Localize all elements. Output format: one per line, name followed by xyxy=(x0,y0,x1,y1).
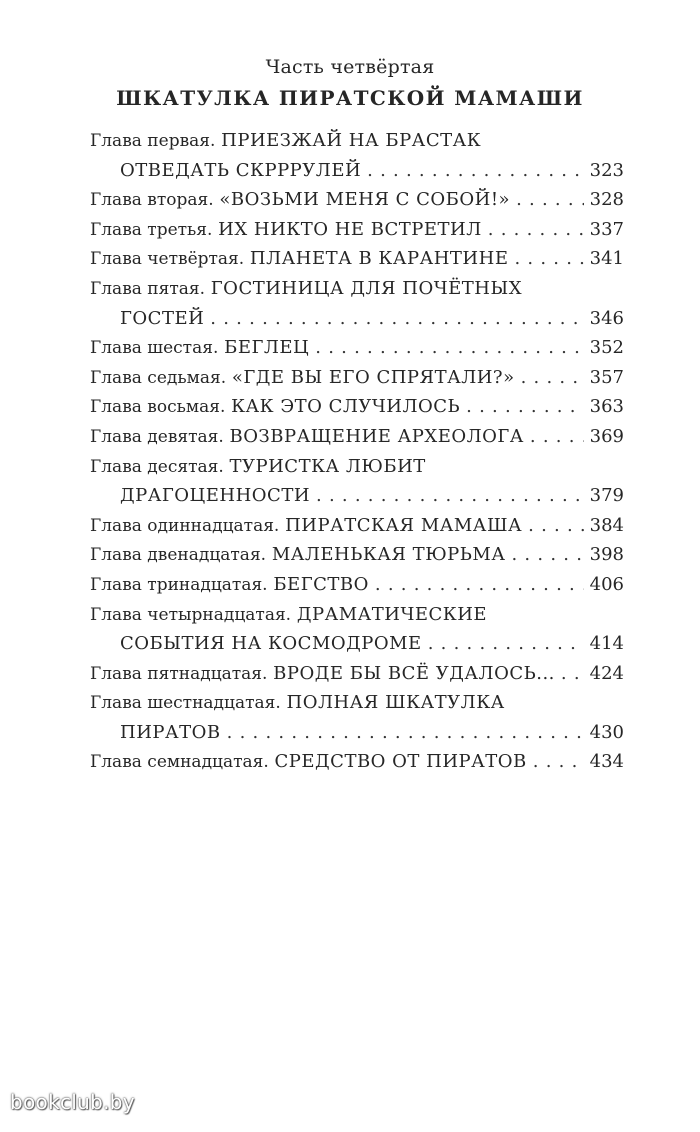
chapter-label: Глава семнадцатая. xyxy=(90,752,269,773)
chapter-title: ВОЗВРАЩЕНИЕ АРХЕОЛОГА xyxy=(229,425,524,447)
chapter-label: Глава первая. xyxy=(90,131,216,151)
toc-entry xyxy=(90,185,624,215)
chapter-label: Глава шестнадцатая. xyxy=(90,693,281,714)
toc-entry xyxy=(90,511,624,541)
dot-leader xyxy=(521,363,584,393)
toc-entry-text xyxy=(90,540,505,570)
chapter-label: Глава седьмая. xyxy=(90,367,227,388)
chapter-title: ПРИЕЗЖАЙ НА БРАСТАК xyxy=(221,130,482,151)
chapter-label: Глава десятая. xyxy=(90,456,224,477)
page-number: 424 xyxy=(589,662,624,684)
toc-entry xyxy=(90,688,624,747)
chapter-label: Глава тринадцатая. xyxy=(90,574,268,595)
chapter-label: Глава одиннадцатая. xyxy=(90,515,280,536)
page-number: 398 xyxy=(589,544,624,566)
table-of-contents xyxy=(90,126,624,777)
chapter-title: ПОЛНАЯ ШКАТУЛКА xyxy=(286,692,505,714)
toc-entry-text xyxy=(90,511,522,541)
toc-entry-text xyxy=(90,130,481,151)
toc-entry-text xyxy=(90,278,522,299)
dot-leader xyxy=(528,511,584,541)
dot-leader xyxy=(315,333,583,363)
page-number: 341 xyxy=(589,248,624,270)
toc-entry-text xyxy=(90,333,309,363)
dot-leader xyxy=(316,481,584,511)
chapter-title: ГОСТИНИЦА ДЛЯ ПОЧЁТНЫХ xyxy=(210,277,523,299)
toc-entry-text xyxy=(90,692,505,713)
chapter-title: ПИРАТОВ xyxy=(120,721,221,743)
dot-leader xyxy=(488,215,584,245)
toc-entry-line xyxy=(90,156,624,186)
toc-entry xyxy=(90,392,624,422)
dot-leader xyxy=(514,244,583,274)
dot-leader xyxy=(210,304,583,334)
toc-entry-line xyxy=(90,718,624,748)
toc-entry-text xyxy=(90,215,482,245)
chapter-title: ПИРАТСКАЯ МАМАША xyxy=(285,514,523,536)
page-number: 384 xyxy=(589,514,624,536)
chapter-title: ИХ НИКТО НЕ ВСТРЕТИЛ xyxy=(218,218,482,240)
page-number: 379 xyxy=(589,485,624,507)
page-number: 434 xyxy=(589,751,624,773)
toc-entry-line xyxy=(90,185,624,215)
chapter-title: «ВОЗЬМИ МЕНЯ С СОБОЙ!» xyxy=(219,189,511,211)
toc-entry-text xyxy=(90,747,527,777)
page-number: 323 xyxy=(589,159,624,181)
dot-leader xyxy=(466,392,583,422)
toc-entry-line xyxy=(90,452,624,482)
page-number: 337 xyxy=(589,218,624,240)
dot-leader xyxy=(511,540,583,570)
chapter-title: «ГДЕ ВЫ ЕГО СПРЯТАЛИ?» xyxy=(231,366,515,388)
page-number: 346 xyxy=(589,307,624,329)
chapter-title: ПЛАНЕТА В КАРАНТИНЕ xyxy=(249,248,509,270)
page-number: 430 xyxy=(589,721,624,743)
chapter-label: Глава пятая. xyxy=(90,278,206,299)
toc-entry xyxy=(90,215,624,245)
toc-entry-text xyxy=(120,629,422,659)
toc-entry-text xyxy=(90,185,510,215)
toc-entry xyxy=(90,126,624,185)
dot-leader xyxy=(375,570,584,600)
chapter-title: БЕГСТВО xyxy=(273,573,369,595)
chapter-label: Глава вторая. xyxy=(90,190,214,211)
toc-entry xyxy=(90,363,624,393)
toc-entry xyxy=(90,570,624,600)
toc-entry-text xyxy=(90,570,369,600)
toc-entry-text xyxy=(90,456,426,477)
toc-entry-line xyxy=(90,274,624,304)
dot-leader xyxy=(428,629,584,659)
chapter-label: Глава четырнадцатая. xyxy=(90,604,292,625)
part-label: Часть четвёртая xyxy=(265,56,435,78)
chapter-title: СРЕДСТВО ОТ ПИРАТОВ xyxy=(274,751,527,773)
toc-entry xyxy=(90,244,624,274)
toc-entry-line xyxy=(90,422,624,452)
toc-entry xyxy=(90,747,624,777)
chapter-label: Глава пятнадцатая. xyxy=(90,663,268,684)
toc-entry-line xyxy=(90,481,624,511)
toc-entry-line xyxy=(90,333,624,363)
toc-entry-line xyxy=(90,688,624,718)
toc-entry-line xyxy=(90,511,624,541)
dot-leader xyxy=(227,718,584,748)
page-number: 363 xyxy=(589,396,624,418)
toc-entry-line xyxy=(90,540,624,570)
chapter-label: Глава девятая. xyxy=(90,426,224,447)
chapter-title: МАЛЕНЬКАЯ ТЮРЬМА xyxy=(271,544,506,566)
chapter-label: Глава четвёртая. xyxy=(90,249,245,270)
toc-entry-text xyxy=(120,304,204,334)
toc-entry-text xyxy=(120,481,310,511)
chapter-title: ТУРИСТКА ЛЮБИТ xyxy=(229,455,426,477)
chapter-label: Глава третья. xyxy=(90,219,213,240)
toc-entry xyxy=(90,333,624,363)
chapter-title: ОТВЕДАТЬ СКРРРУЛЕЙ xyxy=(120,159,362,181)
toc-entry-line xyxy=(90,363,624,393)
chapter-title: СОБЫТИЯ НА КОСМОДРОМЕ xyxy=(120,633,422,655)
toc-entry-line xyxy=(90,126,624,156)
dot-leader xyxy=(533,747,584,777)
page-number: 352 xyxy=(589,337,624,359)
toc-entry xyxy=(90,600,624,659)
toc-entry-line xyxy=(90,392,624,422)
dot-leader xyxy=(561,659,584,689)
watermark-text: bookclub.by xyxy=(10,1090,135,1114)
dot-leader xyxy=(516,185,584,215)
chapter-title: БЕГЛЕЦ xyxy=(224,337,310,359)
toc-entry-line xyxy=(90,570,624,600)
chapter-label: Глава восьмая. xyxy=(90,397,226,418)
toc-entry-line xyxy=(90,244,624,274)
toc-entry xyxy=(90,659,624,689)
chapter-title: ДРАМАТИЧЕСКИЕ xyxy=(296,603,488,625)
toc-entry-text xyxy=(120,156,361,186)
chapter-title: ГОСТЕЙ xyxy=(120,307,205,329)
page-number: 369 xyxy=(589,425,624,447)
toc-entry-text xyxy=(90,244,508,274)
toc-entry xyxy=(90,422,624,452)
page-number: 328 xyxy=(589,189,624,211)
chapter-label: Глава двенадцатая. xyxy=(90,545,267,566)
toc-entry-line xyxy=(90,629,624,659)
toc-entry-text xyxy=(90,363,515,393)
page-number: 406 xyxy=(589,573,624,595)
toc-entry xyxy=(90,540,624,570)
chapter-title: КАК ЭТО СЛУЧИЛОСЬ xyxy=(231,396,461,418)
page-number: 357 xyxy=(589,366,624,388)
toc-entry-line xyxy=(90,304,624,334)
chapter-label: Глава шестая. xyxy=(90,338,219,359)
chapter-title: ВРОДЕ БЫ ВСЁ УДАЛОСЬ... xyxy=(273,662,555,684)
toc-entry-text xyxy=(90,392,460,422)
toc-entry-text xyxy=(90,422,524,452)
page-number: 414 xyxy=(589,633,624,655)
toc-entry xyxy=(90,274,624,333)
toc-entry-line xyxy=(90,747,624,777)
toc-entry-text xyxy=(120,718,221,748)
chapter-title: ДРАГОЦЕННОСТИ xyxy=(120,485,311,507)
toc-entry-text xyxy=(90,659,555,689)
part-title: ШКАТУЛКА ПИРАТСКОЙ МАМАШИ xyxy=(116,86,584,110)
dot-leader xyxy=(367,156,583,186)
toc-entry-text xyxy=(90,604,487,625)
toc-entry-line xyxy=(90,659,624,689)
toc-entry-line xyxy=(90,215,624,245)
toc-entry xyxy=(90,452,624,511)
toc-entry-line xyxy=(90,600,624,630)
dot-leader xyxy=(530,422,584,452)
